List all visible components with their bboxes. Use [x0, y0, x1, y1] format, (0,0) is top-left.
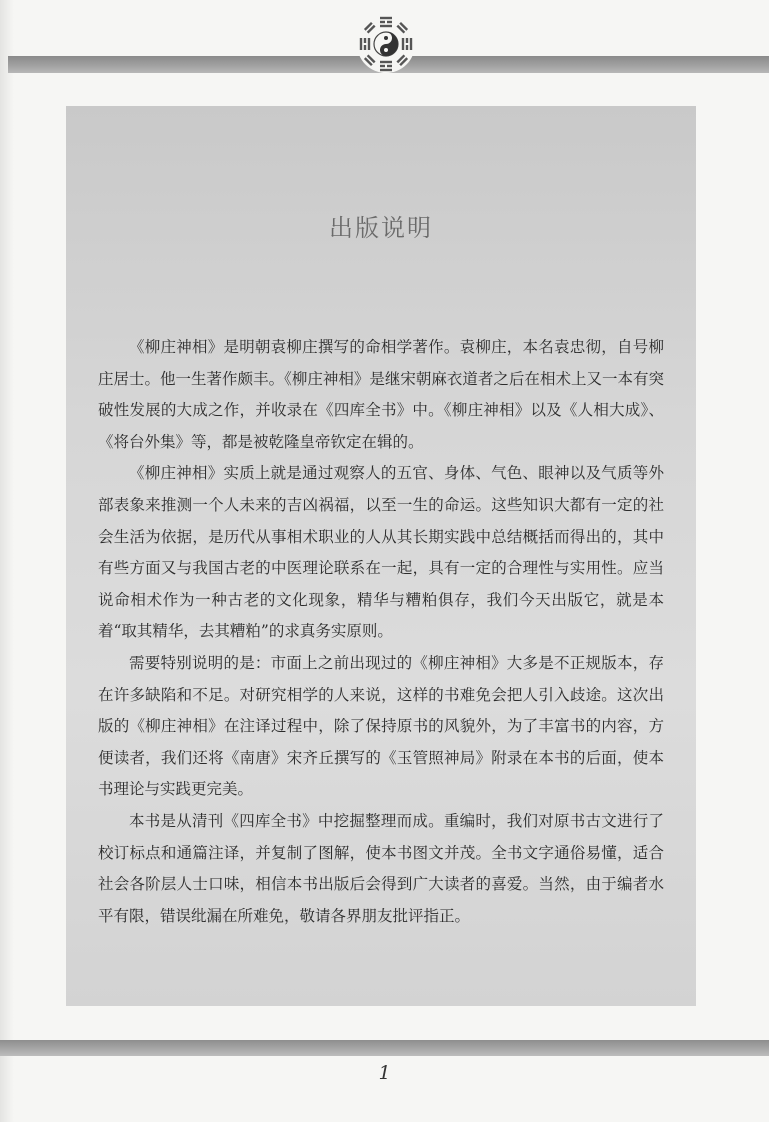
page-title: 出版说明: [329, 214, 433, 242]
paragraph: 《柳庄神相》是明朝袁柳庄撰写的命相学著作。袁柳庄，本名袁忠彻，自号柳庄居士。他一生著作颇丰。《柳庄神相》是继宋朝麻衣道者之后在相术上又一本有突破性发展的大成之作，并收录在《四库全书》中。《柳庄神相》以及《人相大成》、《将台外集》等，都是被乾隆皇帝钦定在辑的。: [98, 338, 664, 451]
footer-band: [0, 1040, 769, 1056]
paragraph: 《柳庄神相》实质上就是通过观察人的五官、身体、气色、眼神以及气质等外部表象来推测一个人未来的吉凶祸福，以至一生的命运。这些知识大都有一定的社会生活为依据，是历代从事相术职业的人从其长期实践中总结概括而得出的，其中有些方面又与我国古老的中医理论联系在一起，具有一定的合理性与实用性。应当说命相术作为一种古老的文化现象，精华与糟粕俱存，我们今天出版它，就是本着“取其精华，去其糟粕”的求真务实原则。: [98, 464, 664, 641]
paragraph: 需要特别说明的是：市面上之前出现过的《柳庄神相》大多是不正规版本，存在许多缺陷和不足。对研究相学的人来说，这样的书难免会把人引入歧途。这次出版的《柳庄神相》在注译过程中，除了保持原书的风貌外，为了丰富书的内容，方便读者，我们还将《南唐》宋齐丘撰写的《玉管照神局》附录在本书的后面，使本书理论与实践更完美。: [98, 653, 664, 799]
yin-yang-bagua-icon: [356, 14, 416, 74]
body-text: [98, 332, 664, 932]
paragraph: 本书是从清刊《四库全书》中挖掘整理而成。重编时，我们对原书古文进行了校订标点和通篇注译，并复制了图解，使本书图文并茂。全书文字通俗易懂，适合社会各阶层人士口味，相信本书出版后会得到广大读者的喜爱。当然，由于编者水平有限，错误纰漏在所难免，敬请各界朋友批评指正。: [98, 811, 664, 925]
page-number: 1: [378, 1062, 391, 1084]
page-edge: [0, 0, 14, 1122]
